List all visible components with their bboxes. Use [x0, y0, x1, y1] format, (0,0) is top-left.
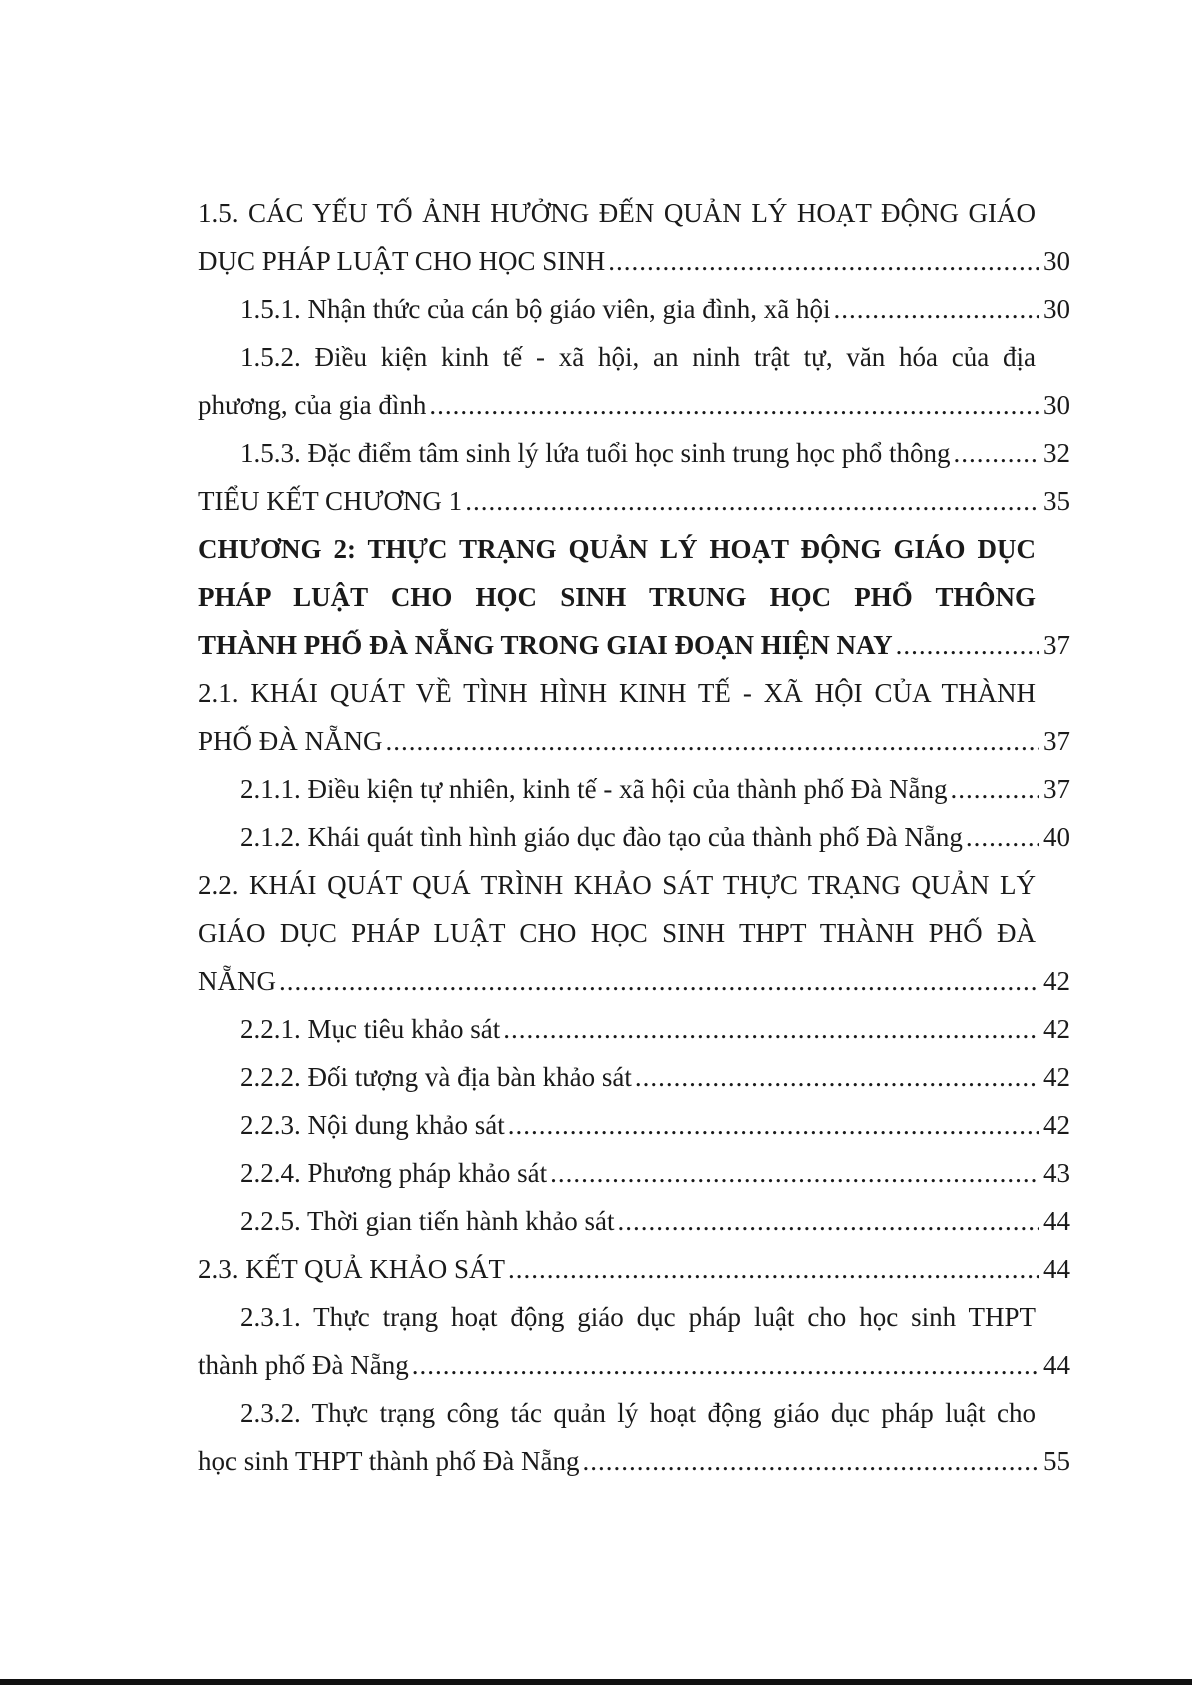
toc-page-number: 37 [1043, 726, 1070, 756]
toc-entry-text: thành phố Đà Nẵng [198, 1350, 409, 1380]
dot-leader [950, 765, 1039, 813]
toc-entry-2-1[interactable] [198, 669, 1070, 765]
toc-entry-2-2-2[interactable] [198, 1053, 1070, 1101]
dot-leader [635, 1053, 1039, 1101]
toc-entry-2-3[interactable] [198, 1245, 1070, 1293]
dot-leader [966, 813, 1039, 861]
dot-leader [279, 957, 1039, 1005]
toc-entry-line: 1.5.2. Điều kiện kinh tế - xã hội, an ninh trật tự, văn hóa của địa [240, 342, 1036, 372]
toc-entry-text: 2.2.3. Nội dung khảo sát [240, 1110, 505, 1140]
toc-entry-last-line [198, 717, 1070, 765]
toc-page-number: 32 [1043, 438, 1070, 468]
dot-leader [508, 1101, 1039, 1149]
toc-entry-text: 2.2.1. Mục tiêu khảo sát [240, 1014, 501, 1044]
toc-entry-text: học sinh THPT thành phố Đà Nẵng [198, 1446, 580, 1476]
dot-leader [412, 1341, 1039, 1389]
dot-leader [508, 1245, 1039, 1293]
toc-entry-text: 1.5.3. Đặc điểm tâm sinh lý lứa tuổi học sinh trung học phổ thông [240, 438, 951, 468]
toc-entry-text: PHỐ ĐÀ NẴNG [198, 726, 383, 756]
toc-entry-last-line [198, 813, 1070, 861]
toc-entry-text: 1.5.1. Nhận thức của cán bộ giáo viên, gia đình, xã hội [240, 294, 831, 324]
toc-entry-last-line [198, 1005, 1070, 1053]
toc-entry-line: PHÁP LUẬT CHO HỌC SINH TRUNG HỌC PHỔ THÔNG [198, 582, 1036, 612]
toc-entry-line: 2.1. KHÁI QUÁT VỀ TÌNH HÌNH KINH TẾ - XÃ HỘI CỦA THÀNH [198, 678, 1036, 708]
toc-entry-text: 2.2.2. Đối tượng và địa bàn khảo sát [240, 1062, 632, 1092]
toc-entry-2-3-2[interactable] [198, 1389, 1070, 1485]
toc-entry-2-1-2[interactable] [198, 813, 1070, 861]
toc-entry-last-line [198, 1341, 1070, 1389]
toc-page-number: 55 [1043, 1446, 1070, 1476]
toc-page-number: 37 [1043, 630, 1070, 660]
toc-page-number: 44 [1043, 1350, 1070, 1380]
toc-entry-text: 2.1.1. Điều kiện tự nhiên, kinh tế - xã hội của thành phố Đà Nẵng [240, 774, 948, 804]
toc-entry-text: 2.3. KẾT QUẢ KHẢO SÁT [198, 1254, 505, 1284]
toc-entry-text: NẴNG [198, 966, 276, 996]
toc-entry-2-2-5[interactable] [198, 1197, 1070, 1245]
toc-entry-last-line [198, 1437, 1070, 1485]
dot-leader [833, 285, 1039, 333]
toc-entry-last-line [198, 1149, 1070, 1197]
toc-entry-last-line [198, 1053, 1070, 1101]
toc-page-number: 42 [1043, 1014, 1070, 1044]
bottom-edge-strip [0, 1679, 1192, 1685]
toc-entry-2-2[interactable] [198, 861, 1070, 1005]
toc-page-number: 44 [1043, 1206, 1070, 1236]
toc-entry-last-line [198, 477, 1070, 525]
toc-entry-last-line [198, 765, 1070, 813]
dot-leader [608, 237, 1039, 285]
toc-page-number: 42 [1043, 966, 1070, 996]
toc-entry-line: GIÁO DỤC PHÁP LUẬT CHO HỌC SINH THPT THÀNH PHỐ ĐÀ [198, 918, 1036, 948]
toc-page-number: 35 [1043, 486, 1070, 516]
toc-entry-line: 2.2. KHÁI QUÁT QUÁ TRÌNH KHẢO SÁT THỰC TRẠNG QUẢN LÝ [198, 870, 1036, 900]
toc-entry-last-line [198, 1197, 1070, 1245]
table-of-contents [198, 189, 1070, 1485]
toc-page-number: 43 [1043, 1158, 1070, 1188]
toc-entry-2-2-1[interactable] [198, 1005, 1070, 1053]
toc-page-number: 44 [1043, 1254, 1070, 1284]
toc-entry-last-line [198, 429, 1070, 477]
toc-page-number: 40 [1043, 822, 1070, 852]
toc-entry-1-5-1[interactable] [198, 285, 1070, 333]
toc-page-number: 30 [1043, 294, 1070, 324]
toc-entry-last-line [198, 381, 1070, 429]
dot-leader [954, 429, 1039, 477]
dot-leader [386, 717, 1039, 765]
toc-entry-text: TIỂU KẾT CHƯƠNG 1 [198, 486, 463, 516]
toc-entry-last-line [198, 237, 1070, 285]
toc-page-number: 37 [1043, 774, 1070, 804]
toc-entry-2-1-1[interactable] [198, 765, 1070, 813]
toc-entry-last-line [198, 957, 1070, 1005]
toc-entry-line: CHƯƠNG 2: THỰC TRẠNG QUẢN LÝ HOẠT ĐỘNG GIÁO DỤC [198, 534, 1036, 564]
dot-leader [465, 477, 1039, 525]
dot-leader [550, 1149, 1039, 1197]
dot-leader [503, 1005, 1039, 1053]
toc-entry-line: 1.5. CÁC YẾU TỐ ẢNH HƯỞNG ĐẾN QUẢN LÝ HOẠT ĐỘNG GIÁO [198, 198, 1036, 228]
toc-entry-text: THÀNH PHỐ ĐÀ NẴNG TRONG GIAI ĐOẠN HIỆN NAY [198, 630, 893, 660]
toc-entry-last-line [198, 1101, 1070, 1149]
toc-entry-1-5[interactable] [198, 189, 1070, 285]
toc-entry-2-2-3[interactable] [198, 1101, 1070, 1149]
dot-leader [429, 381, 1039, 429]
toc-entry-line: 2.3.2. Thực trạng công tác quản lý hoạt động giáo dục pháp luật cho [240, 1398, 1036, 1428]
dot-leader [896, 621, 1039, 669]
toc-entry-text: phương, của gia đình [198, 390, 427, 420]
toc-entry-chapter-2[interactable] [198, 525, 1070, 669]
toc-entry-last-line [198, 621, 1070, 669]
toc-entry-text: 2.2.4. Phương pháp khảo sát [240, 1158, 548, 1188]
toc-page-number: 42 [1043, 1110, 1070, 1140]
toc-entry-1-5-3[interactable] [198, 429, 1070, 477]
toc-entry-1-5-2[interactable] [198, 333, 1070, 429]
toc-page-number: 42 [1043, 1062, 1070, 1092]
toc-page-number: 30 [1043, 246, 1070, 276]
toc-entry-last-line [198, 1245, 1070, 1293]
toc-entry-last-line [198, 285, 1070, 333]
toc-entry-text: DỤC PHÁP LUẬT CHO HỌC SINH [198, 246, 606, 276]
toc-entry-text: 2.2.5. Thời gian tiến hành khảo sát [240, 1206, 615, 1236]
toc-page-number: 30 [1043, 390, 1070, 420]
dot-leader [617, 1197, 1039, 1245]
toc-entry-chapter-1-summary[interactable] [198, 477, 1070, 525]
dot-leader [582, 1437, 1039, 1485]
toc-entry-line: 2.3.1. Thực trạng hoạt động giáo dục pháp luật cho học sinh THPT [240, 1302, 1036, 1332]
toc-entry-2-3-1[interactable] [198, 1293, 1070, 1389]
toc-entry-text: 2.1.2. Khái quát tình hình giáo dục đào tạo của thành phố Đà Nẵng [240, 822, 963, 852]
toc-entry-2-2-4[interactable] [198, 1149, 1070, 1197]
